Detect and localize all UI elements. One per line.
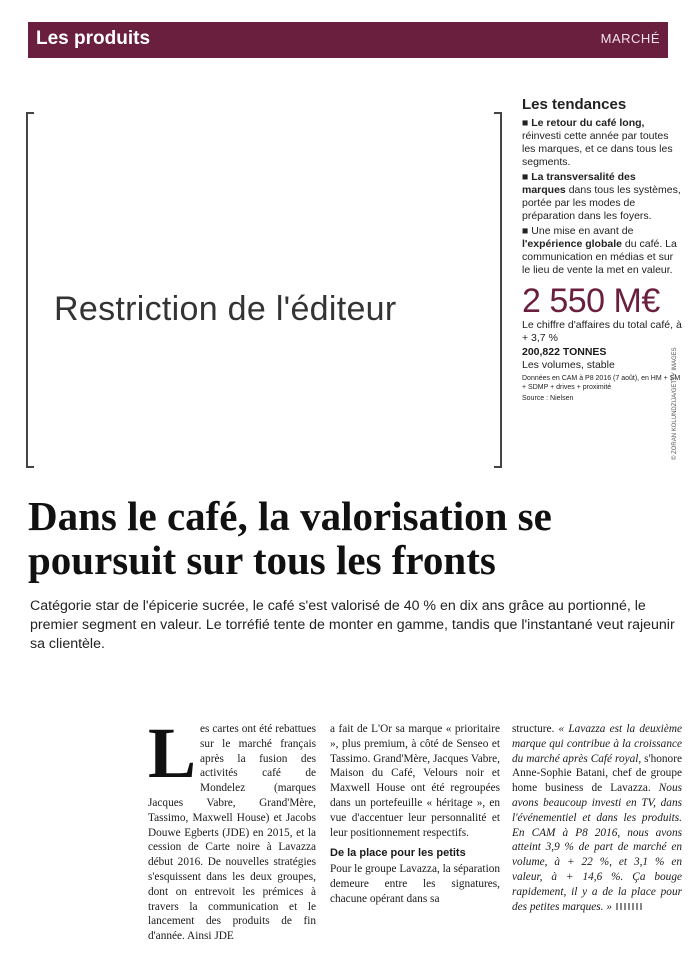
end-mark-icon	[616, 903, 644, 910]
source-label: Source : Nielsen	[522, 395, 574, 402]
rubric-label: MARCHÉ	[600, 31, 660, 46]
body-column-3	[512, 722, 682, 914]
restriction-text: Restriction de l'éditeur	[54, 290, 397, 328]
intertitle: De la place pour les petits	[330, 847, 466, 860]
column-2-paragraph: Pour le groupe Lavazza, la séparation demeure entre les signatures, chacune opérant dans sa	[330, 863, 501, 905]
trend-item: ■ Une mise en avant de l'expérience globale du café. La communication en médias et sur le lieu de vente la met en valeur.	[522, 225, 677, 276]
section-header	[28, 22, 668, 58]
left-bracket	[26, 112, 34, 468]
tonnes-caption: Les volumes, stable	[522, 359, 615, 371]
photo-credit: © ZORAN KOLUNDZIJA/GETTY IMAGES	[672, 347, 678, 460]
body-column-2	[330, 722, 500, 907]
trend-bold: l'expérience globale	[522, 238, 622, 250]
trend-text: réinvesti cette année par toutes les marques, et ce dans tous les segments.	[522, 130, 673, 168]
trend-text: dans tous les systèmes, portée par les modes de préparation dans les foyers.	[522, 184, 681, 222]
quote-text: « Lavazza est la deuxième marque qui contribue à la croissance du marché après Café royal,	[512, 723, 683, 765]
quote-text: Nous avons beaucoup investi en TV, dans l'événementiel et dans les produits. En CAM à P8 2016, nous avons atteint 3,9 % de part de marché en volume, à + 22 %, et 3,1 % en valeur, à + 14,6 %. Ça bouge rapidement, il y a de la place pour des petites marques. »	[512, 782, 682, 913]
article-headline: Dans le café, la valorisation se poursuit sur tous les fronts	[28, 493, 552, 583]
section-title: Les produits	[36, 28, 151, 49]
drop-cap: L	[148, 713, 197, 793]
right-bracket	[494, 112, 502, 468]
trend-item: ■ La transversalité des marques dans tous les systèmes, portée par les modes de préparation dans les foyers.	[522, 171, 681, 222]
trend-item: ■ Le retour du café long, réinvesti cette année par toutes les marques, et ce dans tous les segments.	[522, 117, 673, 168]
trend-pre: Une mise en avant de	[531, 225, 634, 237]
trend-bold: La transversalité des marques	[522, 171, 636, 196]
trends-sidebar	[522, 96, 682, 403]
figure-caption: Le chiffre d'affaires du total café, à + 3,7 %	[522, 319, 682, 344]
article-lead: Catégorie star de l'épicerie sucrée, le café s'est valorisé de 40 % en dix ans grâce au portionné, le premier segment en valeur. Le torréfié tente de monter en gamme, tandis que l'instantané veut rajeunir sa clientèle.	[30, 598, 675, 652]
column-3-text: s'honore Anne-Sophie Batani, chef de groupe home business de Lavazza.	[512, 752, 682, 795]
image-placeholder	[26, 112, 502, 464]
trend-text: du café. La communication en médias et sur le lieu de vente la met en valeur.	[522, 238, 677, 276]
big-figure: 2 550 M€	[522, 282, 660, 320]
source-note: Données en CAM à P8 2016 (7 août), en HM + SM + SDMP + drives + proximité	[522, 375, 681, 391]
body-column-1	[148, 713, 316, 944]
sidebar-title: Les tendances	[522, 96, 627, 113]
column-3-text: structure.	[512, 723, 559, 735]
column-1-text: es cartes ont été rebattues sur le marché français après la fusion des activités café de Mondelez (marques Jacques Vabre, Grand'Mère, Tassimo, Maxwell House) et Jacobs Douwe Egberts (JDE) en 2015, et la cession de Carte noire à Lavazza début 2016. De nouvelles stratégies s'esquissent dans les deux groupes, dont on entrevoit les prémices à travers la communication et le lancement des produits de fin d'année. Ainsi JDE	[148, 723, 316, 943]
column-2-paragraph: a fait de L'Or sa marque « prioritaire », plus premium, à côté de Senseo et Tassimo. Grand'Mère, Jacques Vabre, Maison du Café, Velours noir et Maxwell House ont été regroupées dans un portefeuille « héritage », en vue d'accentuer leur personnalité et leur positionnement respectifs.	[330, 723, 500, 839]
trend-bold: Le retour du café long,	[531, 117, 645, 129]
tonnes-figure: 200,822 TONNES	[522, 346, 607, 358]
